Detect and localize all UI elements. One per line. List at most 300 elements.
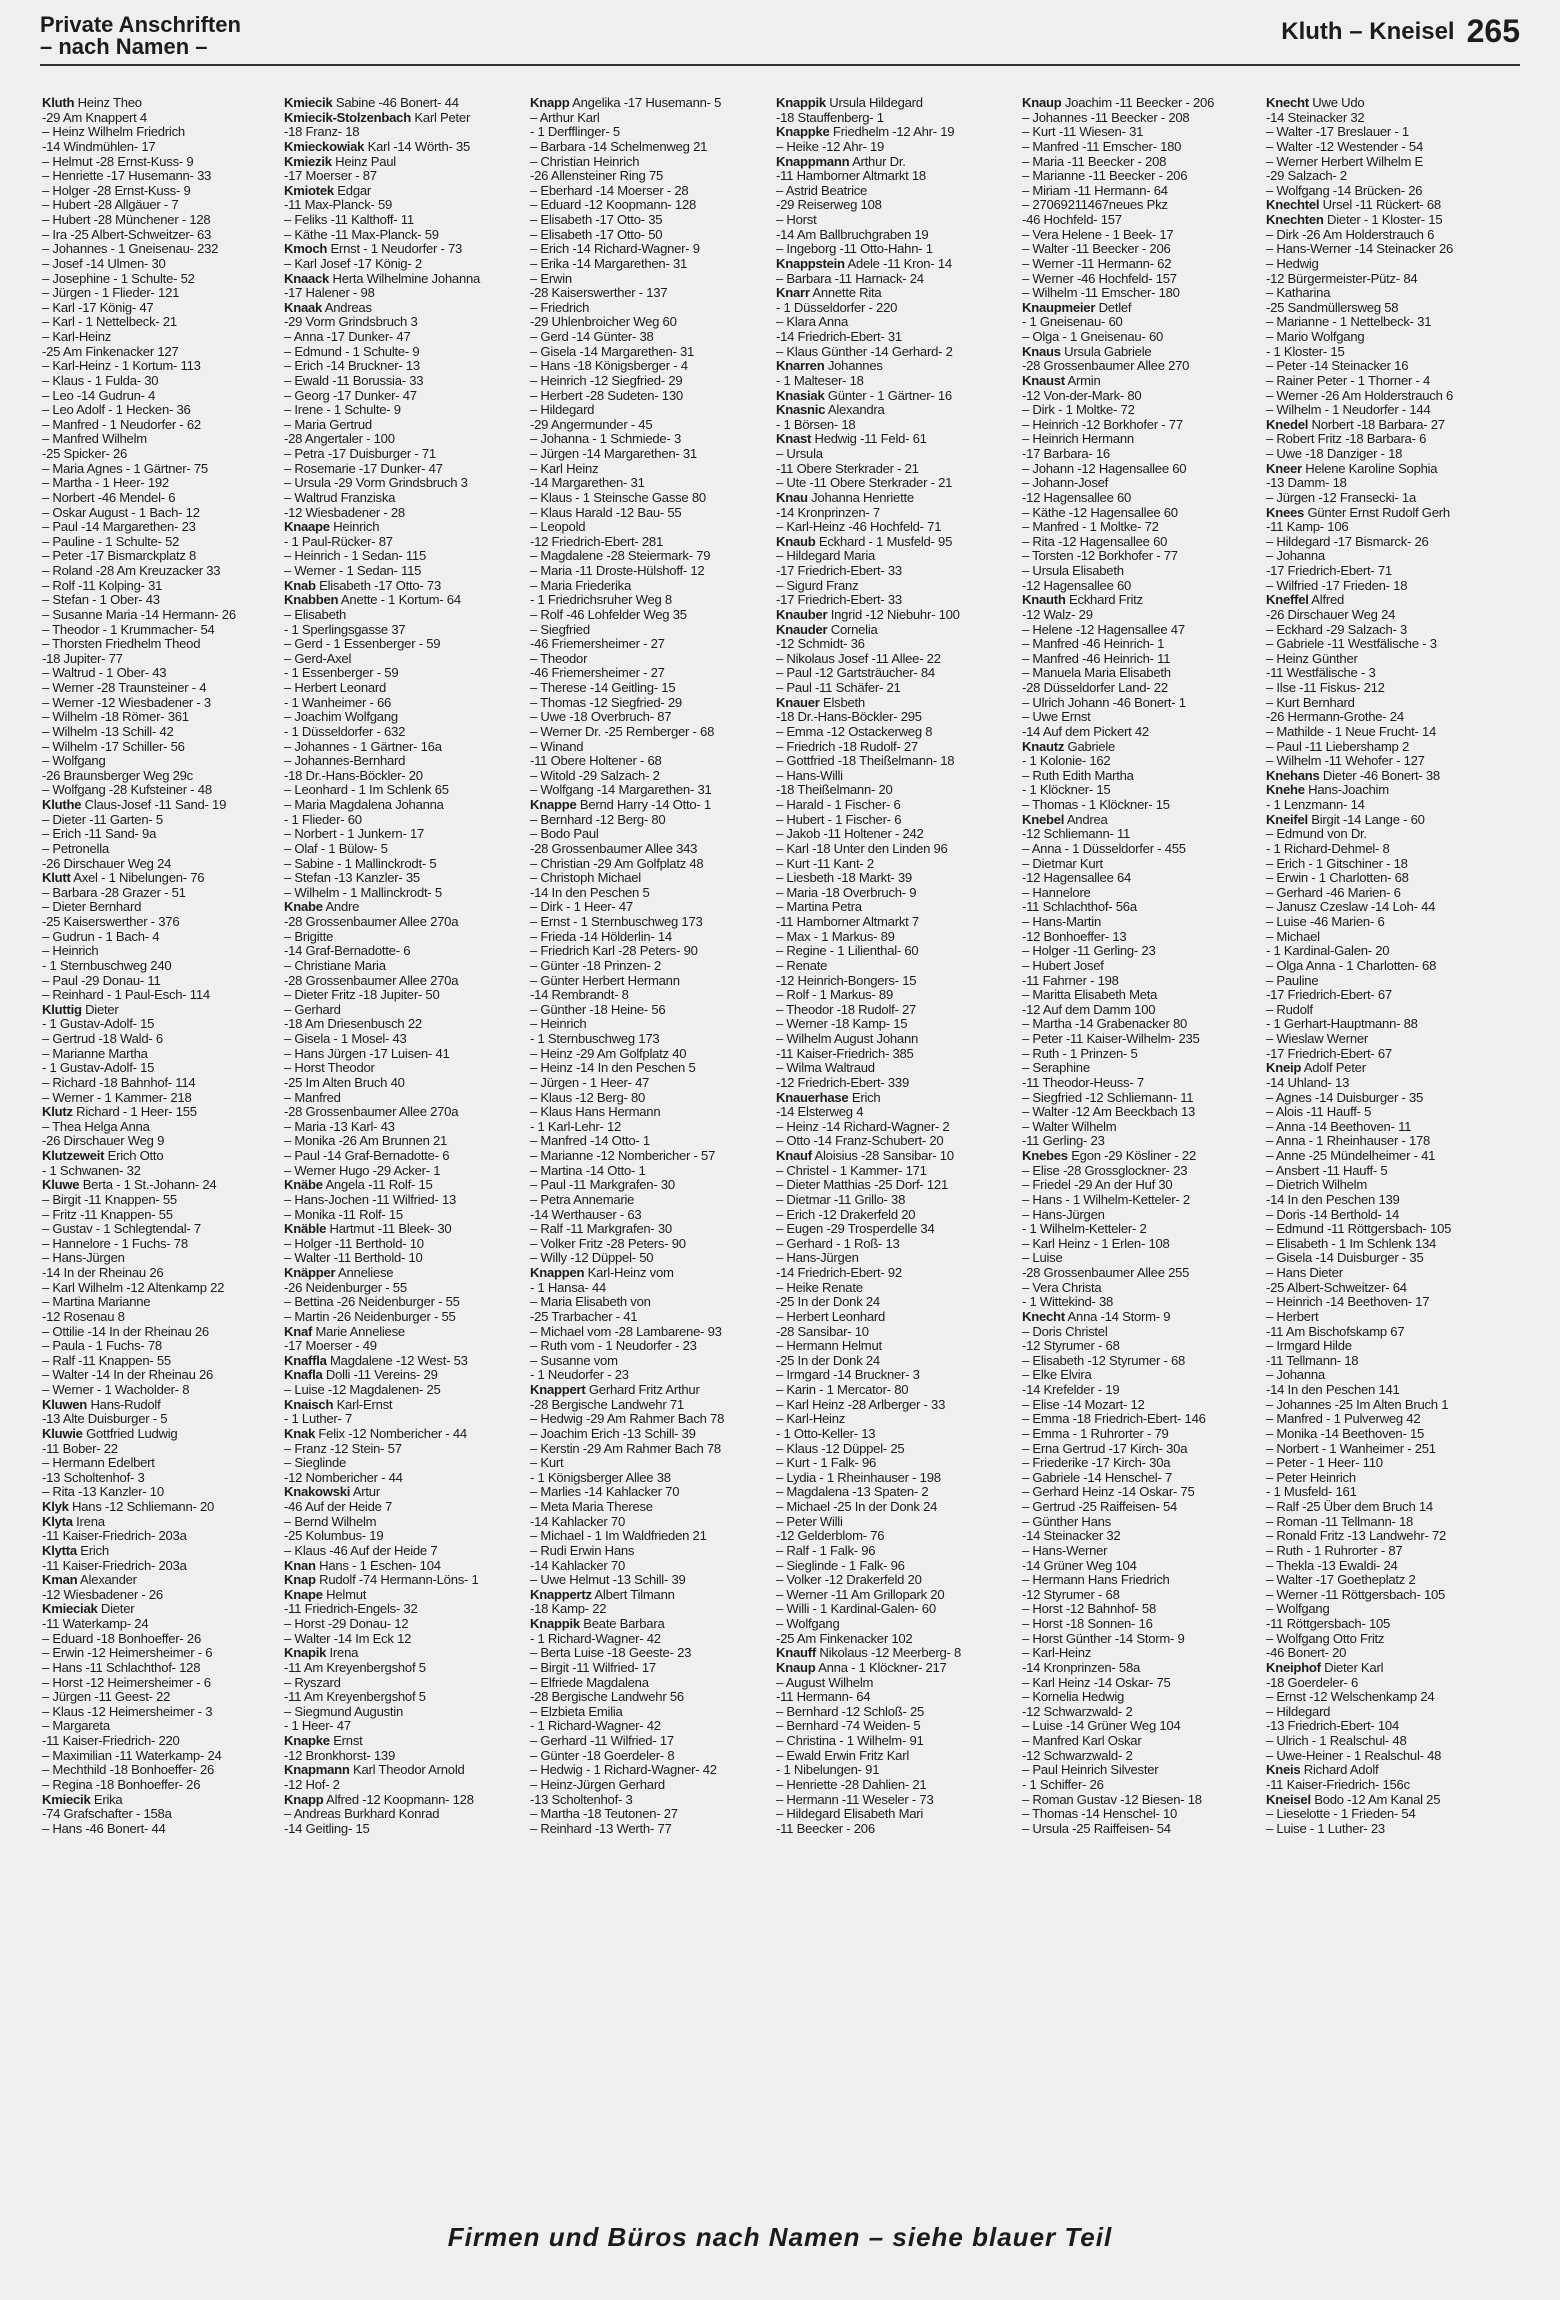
directory-entry: – Elise -28 Grossglockner- 23 [1022, 1162, 1188, 1178]
directory-entry: – Ursula -29 Vorm Grindsbruch 3 [284, 475, 468, 491]
directory-entry: – Winand [530, 738, 584, 754]
surname-entry [1266, 813, 1502, 828]
directory-entry: – Karl-Heinz [1022, 1645, 1092, 1661]
directory-entry: – Walter -14 Im Eck 12 [284, 1630, 412, 1646]
directory-entry: -11 Am Kreyenbergshof 5 [284, 1659, 426, 1675]
surname-entry [284, 140, 520, 155]
directory-entry: – Maria -18 Overbruch- 9 [776, 884, 917, 900]
directory-entry: – Heike -12 Ahr- 19 [776, 138, 885, 154]
surname: Klutz [42, 1104, 73, 1120]
directory-entry: – Manfred -11 Emscher- 180 [1022, 138, 1182, 154]
entry-details: Karl-Ernst [333, 1396, 393, 1412]
directory-entry: - 1 Otto-Keller- 13 [776, 1425, 876, 1441]
directory-entry: -28 Bergische Landwehr 71 [530, 1396, 684, 1412]
directory-entry: – Marianne -11 Beecker - 206 [1022, 168, 1188, 184]
surname-entry [284, 184, 520, 199]
directory-entry: – Friedrich -18 Rudolf- 27 [776, 738, 918, 754]
directory-entry: -14 In den Peschen 141 [1266, 1382, 1400, 1397]
directory-entry: – Thorsten Friedhelm Theod [42, 636, 201, 652]
surname: Knaak [284, 299, 323, 315]
section-title-line2: – nach Namen – [40, 34, 208, 59]
surname-entry [284, 1734, 520, 1749]
surname: Kmieckowiak [284, 138, 365, 154]
directory-entry: -28 Grossenbaumer Allee 270a [284, 1104, 459, 1120]
surname-entry [776, 1091, 1012, 1106]
directory-column-3 [530, 96, 766, 2136]
directory-entry: - 1 Flieder- 60 [284, 811, 362, 827]
surname: Knappke [776, 124, 830, 140]
entry-details: Johanna Henriette [807, 489, 914, 505]
entry-details: Anna - 1 Klöckner- 217 [815, 1659, 947, 1675]
directory-entry: – Maria Magdalena Johanna [284, 797, 444, 812]
entry-details: Dieter -46 Bonert- 38 [1319, 767, 1440, 783]
directory-entry: – Leo Adolf - 1 Hecken- 36 [42, 402, 191, 418]
surname-entry [1266, 506, 1502, 521]
directory-entry: – Ursula -25 Raiffeisen- 54 [1022, 1820, 1171, 1836]
directory-entry: -14 Friedrich-Ebert- 31 [776, 329, 902, 344]
directory-entry: – Magdalene -28 Steiermark- 79 [530, 548, 711, 564]
directory-column-5 [1022, 96, 1258, 2136]
directory-entry: – Wolfgang -14 Margarethen- 31 [530, 782, 712, 798]
directory-entry: – Andreas Burkhard Konrad [284, 1806, 440, 1822]
directory-entry: – Sigurd Franz [776, 577, 859, 593]
entry-details: Ursel -11 Rückert- 68 [1319, 197, 1441, 213]
surname: Knauder [776, 621, 828, 637]
directory-entry: – Wolfgang -14 Brücken- 26 [1266, 182, 1423, 198]
directory-entry: -26 Braunsberger Weg 29c [42, 767, 193, 783]
directory-entry: – Hubert - 1 Fischer- 6 [776, 811, 902, 827]
entry-details: Ursula Hildegard [825, 96, 923, 110]
directory-entry: -25 Kolumbus- 19 [284, 1528, 384, 1544]
directory-entry: – Wilhelm - 1 Neudorfer - 144 [1266, 402, 1431, 418]
surname: Knab [284, 577, 316, 593]
entry-details: Armin [1064, 372, 1101, 388]
directory-entry: – Luise -12 Magdalenen- 25 [284, 1382, 441, 1397]
surname: Klyk [42, 1499, 69, 1514]
entry-details: Cornelia [827, 621, 878, 637]
directory-entry: – Rudolf [1266, 1001, 1313, 1017]
directory-entry: – Alois -11 Hauff- 5 [1266, 1104, 1372, 1120]
directory-entry: – Maria Agnes - 1 Gärtner- 75 [42, 460, 208, 476]
directory-entry: – Josef -14 Ulmen- 30 [42, 255, 166, 271]
directory-entry: - 1 Derfflinger- 5 [530, 124, 620, 140]
directory-entry: – Renate [776, 957, 828, 973]
entry-details: Egon -29 Kösliner - 22 [1067, 1148, 1196, 1163]
directory-entry: – Manfred -46 Heinrich- 1 [1022, 636, 1165, 652]
directory-entry: – Emma -18 Friedrich-Ebert- 146 [1022, 1411, 1206, 1427]
directory-entry: -11 Röttgersbach- 105 [1266, 1616, 1391, 1631]
directory-entry: -17 Friedrich-Ebert- 33 [776, 592, 902, 608]
directory-entry: -46 Hochfeld- 157 [1022, 212, 1122, 227]
surname-entry [284, 301, 520, 316]
surname-entry [42, 1573, 278, 1588]
directory-entry: – Sabine - 1 Mallinckrodt- 5 [284, 855, 437, 871]
directory-entry: – Hedwig [1266, 255, 1319, 271]
surname: Knaf [284, 1323, 313, 1339]
directory-entry: -29 Am Knappert 4 [42, 109, 147, 125]
surname: Knappe [530, 797, 577, 812]
directory-entry: – Dirk -26 Am Holderstrauch 6 [1266, 226, 1435, 242]
directory-entry: – Michael - 1 Im Waldfrieden 21 [530, 1528, 707, 1544]
directory-entry: – Walter -11 Beecker - 206 [1022, 241, 1171, 257]
entry-details: Hedwig -11 Feld- 61 [811, 431, 927, 447]
directory-entry: – Petra -17 Duisburger - 71 [284, 446, 436, 461]
directory-entry: – Mathilde - 1 Neue Frucht- 14 [1266, 723, 1437, 739]
entry-details: Elisabeth -17 Otto- 73 [315, 577, 441, 593]
entry-details: Hans-Rudolf [87, 1396, 161, 1412]
surname: Knautz [1022, 738, 1065, 754]
directory-entry: – Edmund -11 Röttgersbach- 105 [1266, 1221, 1452, 1237]
surname: Knecht [1266, 96, 1309, 110]
directory-entry: – Thea Helga Anna [42, 1118, 150, 1134]
surname-entry [776, 257, 1012, 272]
directory-entry: – Ulrich Johann -46 Bonert- 1 [1022, 694, 1186, 710]
surname: Kluwen [42, 1396, 88, 1412]
directory-entry: – Günter -18 Prinzen- 2 [530, 957, 662, 973]
surname: Klutt [42, 870, 71, 886]
directory-entry: – Dirk - 1 Heer- 47 [530, 899, 633, 915]
directory-entry: – Klara Anna [776, 314, 848, 330]
directory-entry: – Paul -12 Gartsträucher- 84 [776, 665, 935, 681]
directory-entry: -18 Kamp- 22 [530, 1601, 607, 1617]
entry-details: Alfred -12 Koopmann- 128 [323, 1791, 474, 1807]
entry-details: Marie Anneliese [312, 1323, 405, 1339]
surname-entry [284, 520, 520, 535]
directory-entry: - 1 Gustav-Adolf- 15 [42, 1060, 155, 1076]
directory-entry: – Arthur Karl [530, 109, 600, 125]
directory-entry: – Paul -14 Graf-Bernadotte- 6 [284, 1148, 450, 1163]
surname: Knap [284, 1572, 316, 1588]
directory-entry: – 27069211467neues Pkz [1022, 197, 1168, 213]
directory-entry: – Bernhard -12 Berg- 80 [530, 811, 666, 827]
surname-entry [284, 1398, 520, 1413]
directory-entry: – Ira -25 Albert-Schweitzer- 63 [42, 226, 212, 242]
directory-entry: – Anna -14 Beethoven- 11 [1266, 1118, 1412, 1134]
entry-details: Johannes [824, 358, 883, 374]
surname-entry [1022, 96, 1258, 111]
section-title [40, 14, 241, 58]
directory-entry: – Klaus - 1 Fulda- 30 [42, 372, 159, 388]
surname: Knasnic [776, 402, 826, 418]
directory-entry: - 1 Königsberger Allee 38 [530, 1469, 671, 1485]
directory-entry: – Thomas - 1 Klöckner- 15 [1022, 797, 1170, 812]
directory-entry: – Karl Josef -17 König- 2 [284, 255, 422, 271]
directory-entry: -11 Kaiser-Friedrich- 203a [42, 1528, 187, 1544]
surname-entry [776, 1646, 1012, 1661]
page-number: 265 [1466, 13, 1520, 49]
directory-entry: – Wilfried -17 Frieden- 18 [1266, 577, 1408, 593]
directory-entry: – Klaus Harald -12 Bau- 55 [530, 504, 682, 520]
directory-entry: – Sieglinde - 1 Falk- 96 [776, 1557, 905, 1573]
directory-entry: – Käthe -11 Max-Planck- 59 [284, 226, 439, 242]
directory-entry: – Maria -11 Beecker - 208 [1022, 153, 1167, 169]
directory-entry: – Lydia - 1 Rheinhauser - 198 [776, 1469, 941, 1485]
directory-entry: – Klaus Günther -14 Gerhard- 2 [776, 343, 953, 359]
directory-entry: – Karl Heinz -28 Arlberger - 33 [776, 1396, 946, 1412]
directory-entry: – Theodor [530, 650, 588, 666]
surname-entry [1022, 813, 1258, 828]
directory-entry: -18 Stauffenberg- 1 [776, 109, 884, 125]
entry-details: Ernst [329, 1733, 363, 1748]
directory-entry: – Jürgen - 1 Flieder- 121 [42, 285, 180, 301]
surname-entry [284, 1646, 520, 1661]
directory-entry: – Klaus -12 Heimersheimer - 3 [42, 1703, 213, 1719]
directory-entry: – Heinz-Jürgen Gerhard [530, 1776, 665, 1792]
directory-entry: -12 Bronkhorst- 139 [284, 1747, 395, 1763]
surname: Knauth [1022, 592, 1066, 608]
surname: Knakowski [284, 1484, 351, 1500]
directory-entry: – Wolfgang [776, 1616, 840, 1631]
directory-entry: – Roland -28 Am Kreuzacker 33 [42, 563, 221, 578]
directory-entry: – Hildegard -17 Bismarck- 26 [1266, 533, 1429, 549]
directory-entry: -11 Am Bischofskamp 67 [1266, 1323, 1405, 1339]
surname-entry [42, 1515, 278, 1530]
directory-entry: – Klaus -12 Berg- 80 [530, 1089, 646, 1105]
surname-entry [776, 403, 1012, 418]
directory-entry: – Peter - 1 Heer- 110 [1266, 1455, 1383, 1471]
surname-entry [776, 125, 1012, 140]
directory-entry: -18 Dr.-Hans-Böckler- 295 [776, 709, 922, 725]
surname-entry [1022, 593, 1258, 608]
directory-entry: -11 Kaiser-Friedrich- 203a [42, 1557, 187, 1573]
entry-details: Herta Wilhelmine Johanna [329, 270, 481, 286]
directory-entry: – Heinz -14 Richard-Wagner- 2 [776, 1118, 950, 1134]
surname-entry [530, 96, 766, 111]
surname-entry [776, 432, 1012, 447]
directory-entry: – Horst -29 Donau- 12 [284, 1616, 409, 1631]
directory-entry: – Herbert Leonard [284, 680, 387, 695]
entry-details: Hans-Joachim [1304, 782, 1389, 798]
directory-column-4 [776, 96, 1012, 2136]
directory-entry: – Heinrich -14 Beethoven- 17 [1266, 1294, 1430, 1310]
directory-entry: -29 Salzach- 2 [1266, 168, 1347, 184]
directory-entry: – Martha - 1 Heer- 192 [42, 475, 169, 491]
entry-details: Karl -14 Wörth- 35 [364, 138, 471, 154]
directory-entry: – Feliks -11 Kalthoff- 11 [284, 212, 414, 227]
surname: Kmiecik-Stolzenbach [284, 109, 411, 125]
directory-entry: – Meta Maria Therese [530, 1499, 653, 1514]
directory-entry: – Werner - 1 Sedan- 115 [284, 563, 422, 578]
directory-entry: – Werner -28 Traunsteiner - 4 [42, 680, 207, 695]
directory-entry: – Monika -14 Beethoven- 15 [1266, 1425, 1425, 1441]
directory-entry: – Gertrud -18 Wald- 6 [42, 1031, 163, 1046]
directory-entry: – Horst Theodor [284, 1060, 375, 1076]
directory-entry: – Manfred -14 Otto- 1 [530, 1133, 650, 1149]
directory-entry: – Katharina [1266, 285, 1331, 301]
directory-entry: – Jürgen -12 Fransecki- 1a [1266, 489, 1416, 505]
directory-entry: – Christian -29 Am Golfplatz 48 [530, 855, 704, 871]
directory-entry: – Dieter Bernhard [42, 899, 142, 915]
directory-entry: -28 Grossenbaumer Allee 255 [1022, 1265, 1190, 1280]
directory-entry: – Thekla -13 Ewaldi- 24 [1266, 1557, 1398, 1573]
surname: Knaus [1022, 343, 1061, 359]
surname-entry [1266, 1661, 1502, 1676]
directory-entry: – Birgit -11 Knappen- 55 [42, 1191, 177, 1207]
directory-entry: -14 Steinacker 32 [1022, 1528, 1121, 1544]
surname-entry [776, 286, 1012, 301]
directory-entry: -28 Kaiserswerther - 137 [530, 285, 668, 301]
directory-entry: – Peter -11 Kaiser-Wilhelm- 235 [1022, 1031, 1200, 1046]
directory-entry: – Reinhard - 1 Paul-Esch- 114 [42, 987, 210, 1003]
directory-entry: – Bodo Paul [530, 826, 599, 842]
surname: Kmiotek [284, 182, 334, 198]
directory-entry: – Rosemarie -17 Dunker- 47 [284, 460, 443, 476]
directory-entry: -25 Sandmüllersweg 58 [1266, 299, 1399, 315]
directory-entry: – Ewald Erwin Fritz Karl [776, 1747, 909, 1763]
directory-entry: – Ernst -12 Welschenkamp 24 [1266, 1689, 1435, 1705]
entry-details: Nikolaus -12 Meerberg- 8 [815, 1645, 962, 1661]
surname: Knan [284, 1557, 316, 1573]
directory-entry: - 1 Heer- 47 [284, 1718, 351, 1734]
directory-entry: -11 Kaiser-Friedrich- 156c [1266, 1776, 1410, 1792]
directory-entry: -28 Sansibar- 10 [776, 1323, 869, 1339]
directory-entry: -11 Obere Holtener - 68 [530, 753, 662, 769]
directory-entry: - 1 Düsseldorfer - 632 [284, 723, 406, 739]
directory-entry: – Rolf - 1 Markus- 89 [776, 987, 893, 1003]
directory-entry: -26 Hermann-Grothe- 24 [1266, 709, 1404, 725]
directory-entry: – Wilma Waltraud [776, 1060, 875, 1076]
directory-entry: -26 Allensteiner Ring 75 [530, 168, 664, 184]
entry-details: Angela -11 Rolf- 15 [322, 1177, 433, 1193]
directory-entry: – Martha -18 Teutonen- 27 [530, 1806, 678, 1822]
entry-details: Aloisius -28 Sansibar- 10 [811, 1148, 954, 1163]
directory-entry: – Roman -11 Tellmann- 18 [1266, 1513, 1414, 1529]
directory-entry: – Eberhard -14 Moerser - 28 [530, 182, 689, 198]
directory-entry: – Edmund von Dr. [1266, 826, 1367, 842]
directory-entry: -28 Grossenbaumer Allee 343 [530, 840, 698, 856]
directory-entry: – Johannes-Bernhard [284, 753, 406, 769]
surname: Knarren [776, 358, 825, 374]
directory-entry: – Hans-Jürgen [776, 1250, 859, 1266]
directory-entry: - 1 Kardinal-Galen- 20 [1266, 943, 1390, 959]
directory-entry: – Ewald -11 Borussia- 33 [284, 372, 424, 388]
directory-entry: -11 Hamborner Altmarkt 18 [776, 168, 926, 184]
directory-entry: -29 Vorm Grindsbruch 3 [284, 314, 418, 330]
directory-entry: – Martin -26 Neidenburger - 55 [284, 1308, 456, 1324]
directory-entry: – Manuela Maria Elisabeth [1022, 665, 1171, 681]
surname-entry [1266, 462, 1502, 477]
directory-entry: – Petra Annemarie [530, 1191, 635, 1207]
directory-entry: -28 Angertaler - 100 [284, 431, 395, 447]
surname-entry [284, 1368, 520, 1383]
directory-entry: – Martina Marianne [42, 1294, 151, 1310]
directory-entry: -12 Schwarzwald- 2 [1022, 1703, 1133, 1719]
directory-entry: – Seraphine [1022, 1060, 1090, 1076]
directory-entry: – Karl Heinz -14 Oskar- 75 [1022, 1674, 1171, 1690]
directory-entry: - 1 Schwanen- 32 [42, 1162, 141, 1178]
entry-details: Magdalene -12 West- 53 [326, 1352, 468, 1368]
directory-entry: – Erich -12 Drakerfeld 20 [776, 1206, 916, 1222]
directory-entry: - 1 Kloster- 15 [1266, 343, 1345, 359]
surname-entry [42, 1149, 278, 1164]
directory-entry: – Hans-Jochen -11 Wilfried- 13 [284, 1191, 457, 1207]
directory-entry: – Marianne Martha [42, 1045, 148, 1061]
entry-details: Detlef [1095, 299, 1132, 315]
directory-entry: – Norbert - 1 Wanheimer - 251 [1266, 1440, 1436, 1456]
directory-entry: – Elisabeth -12 Styrumer - 68 [1022, 1352, 1186, 1368]
directory-entry: – Marianne - 1 Nettelbeck- 31 [1266, 314, 1432, 330]
directory-entry: – Jürgen -14 Margarethen- 31 [530, 446, 697, 461]
directory-entry: -12 Hagensallee 60 [1022, 577, 1132, 593]
directory-entry: -12 Wiesbadener - 28 [284, 504, 405, 520]
directory-entry: – Elke Elvira [1022, 1367, 1092, 1383]
directory-entry: – Friedel -29 An der Huf 30 [1022, 1177, 1173, 1193]
directory-entry: – Vera Helene - 1 Beek- 17 [1022, 226, 1174, 242]
directory-entry: -14 Am Ballbruchgraben 19 [776, 226, 929, 242]
surname-entry [284, 1354, 520, 1369]
directory-entry: -11 Schlachthof- 56a [1022, 899, 1137, 915]
surname-entry [1266, 1763, 1502, 1778]
entry-details: Irena [326, 1645, 359, 1661]
entry-details: Anna -14 Storm- 9 [1064, 1308, 1171, 1324]
directory-entry: – Werner Herbert Wilhelm E [1266, 153, 1423, 169]
directory-entry: – Ilse -11 Fiskus- 212 [1266, 680, 1385, 695]
surname: Knehans [1266, 767, 1320, 783]
directory-entry: – Erwin - 1 Charlotten- 68 [1266, 870, 1409, 886]
directory-entry: – Kornelia Hedwig [1022, 1689, 1125, 1705]
directory-entry: – Theodor -18 Rudolf- 27 [776, 1001, 917, 1017]
surname: Klytta [42, 1542, 77, 1558]
surname: Klyta [42, 1513, 73, 1529]
directory-entry: – Dieter Fritz -18 Jupiter- 50 [284, 987, 440, 1003]
directory-entry: - 1 Sternbuschweg 173 [530, 1031, 660, 1046]
directory-entry: – Erich -14 Richard-Wagner- 9 [530, 241, 700, 257]
directory-entry: – Christina - 1 Wilhelm- 91 [776, 1733, 924, 1748]
surname: Knaisch [284, 1396, 334, 1412]
entry-details: Alexandra [825, 402, 885, 418]
directory-entry: – Ottilie -14 In der Rheinau 26 [42, 1323, 209, 1339]
directory-entry: – Heinrich [530, 1016, 587, 1032]
directory-entry: – Ralf -11 Knappen- 55 [42, 1352, 171, 1368]
surname: Knauer [776, 694, 820, 710]
directory-entry: -11 Hamborner Altmarkt 7 [776, 914, 919, 929]
surname: Knape [284, 1586, 323, 1602]
directory-entry: – Gerd - 1 Essenberger - 59 [284, 636, 441, 652]
entry-details: Helene Karoline Sophia [1301, 460, 1438, 476]
directory-entry: – Heinrich - 1 Sedan- 115 [284, 548, 426, 564]
directory-entry: – Ingeborg -11 Otto-Hahn- 1 [776, 241, 933, 257]
directory-entry: – Kurt Bernhard [1266, 694, 1355, 710]
directory-entry: – Norbert -46 Mendel- 6 [42, 489, 176, 505]
directory-entry: – Manfred - 1 Moltke- 72 [1022, 519, 1159, 535]
directory-entry: – Pauline [1266, 972, 1319, 988]
directory-entry: -11 Gerling- 23 [1022, 1133, 1105, 1149]
directory-entry: – Klaus - 1 Steinsche Gasse 80 [530, 489, 706, 505]
directory-entry: -14 Elsterweg 4 [776, 1104, 864, 1120]
directory-entry: – Jürgen - 1 Heer- 47 [530, 1074, 650, 1090]
surname-entry [1266, 783, 1502, 798]
directory-entry: – Reinhard -13 Werth- 77 [530, 1820, 672, 1836]
directory-entry: – Gudrun - 1 Bach- 4 [42, 928, 160, 944]
directory-entry: -12 Hof- 2 [284, 1776, 340, 1792]
directory-entry: -12 Hagensallee 60 [1022, 489, 1132, 505]
directory-entry: – Susanne vom [530, 1352, 618, 1368]
directory-entry: – Edmund - 1 Schulte- 9 [284, 343, 420, 359]
directory-entry: -12 Gelderblom- 76 [776, 1528, 885, 1544]
surname: Knaape [284, 519, 330, 535]
directory-entry: – Dietrich Wilhelm [1266, 1177, 1367, 1193]
directory-entry: – Gustav - 1 Schlegtendal- 7 [42, 1221, 201, 1237]
entry-details: Helmut [322, 1586, 367, 1602]
directory-entry: - 1 Kolonie- 162 [1022, 753, 1111, 769]
directory-entry: - 1 Sternbuschweg 240 [42, 957, 172, 973]
directory-entry: – Friedrich [530, 299, 590, 315]
directory-entry: – Paul -11 Markgrafen- 30 [530, 1177, 675, 1193]
directory-entry: -17 Halener - 98 [284, 285, 375, 301]
entry-details: Bodo -12 Am Kanal 25 [1310, 1791, 1441, 1807]
directory-entry: -14 Auf dem Pickert 42 [1022, 723, 1149, 739]
directory-entry: -14 Kahlacker 70 [530, 1557, 625, 1573]
